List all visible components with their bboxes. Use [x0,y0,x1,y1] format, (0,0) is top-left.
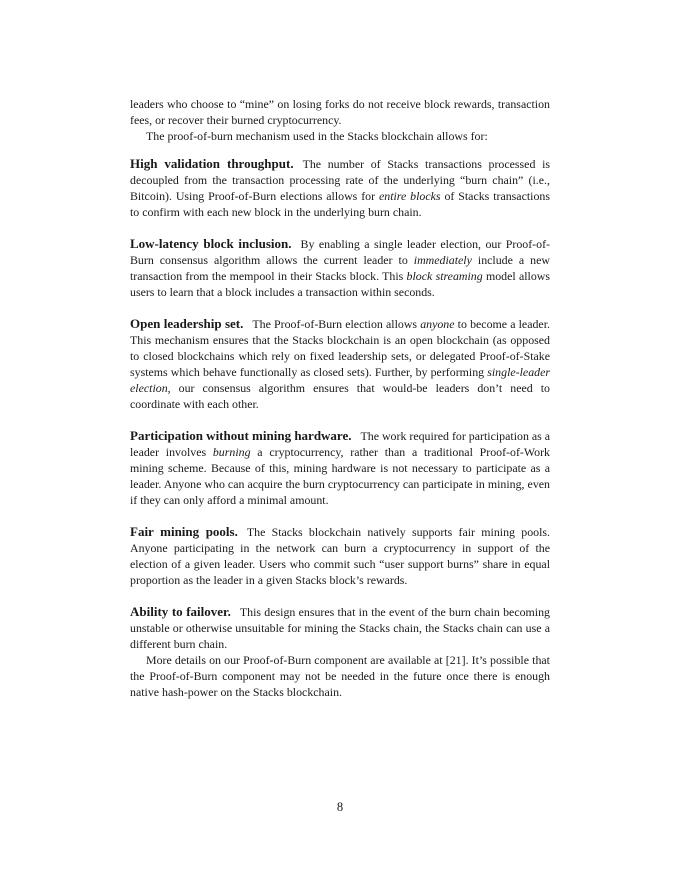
section-ability-to-failover [130,604,550,652]
section-text: The Stacks blockchain natively supports fair mining pools. Anyone participating in the network can burn a cryptocurrency in support of the election of a given leader. Users who commit such “user support burns” share in equal proportion as the leader in a given Stacks block’s rewards. [130,525,550,587]
section-text: include a new transaction from the mempool in their Stacks block. This [130,253,550,283]
section-low-latency-block-inclusion [130,236,550,300]
section-text: The number of Stacks transactions processed is decoupled from the transaction processing rate of the underlying “burn chain” (i.e., Bitcoin). Using Proof-of-Burn elections allows for [130,157,550,203]
section-participation-without-mining-hardware [130,428,550,508]
section-high-validation-throughput [130,156,550,220]
section-fair-mining-pools [130,524,550,588]
page-body [130,96,550,700]
section-heading: Low-latency block inclusion. [130,236,292,251]
section-emphasis: entire blocks [378,189,441,203]
section-heading: Participation without mining hardware. [130,428,352,443]
section-emphasis: immediately [413,253,472,267]
closing-paragraph: More details on our Proof-of-Burn component are available at [21]. It’s possible that the Proof-of-Burn component may not be needed in the future once there is enough native hash-power on the Stacks blockchain. [130,653,550,699]
section-text: The Proof-of-Burn election allows [252,317,421,331]
section-heading: High validation throughput. [130,156,294,171]
section-emphasis: block streaming [406,269,483,283]
section-text: a cryptocurrency, rather than a traditional Proof-of-Work mining scheme. Because of this, mining hardware is not necessary to participate as a leader. Anyone who can acquire the burn cryptocurrency can participate in mining, even if they can only afford a minimal amount. [130,445,550,507]
intro-continuation: leaders who choose to “mine” on losing forks do not receive block rewards, transaction fees, or recover their burned cryptocurrency. [130,97,550,127]
page-number: 8 [336,800,344,814]
section-emphasis: burning [212,445,251,459]
section-text: The work required for participation as a leader involves [130,429,551,459]
section-open-leadership-set [130,316,550,412]
section-text: model allows users to learn that a block includes a transaction within seconds. [130,269,550,299]
section-text: This design ensures that in the event of the burn chain becoming unstable or otherwise unsuitable for mining the Stacks chain, the Stacks chain can use a different burn chain. [130,605,550,651]
section-emphasis: anyone [420,317,455,331]
section-heading: Fair mining pools. [130,524,238,539]
section-text: By enabling a single leader election, our Proof-of-Burn consensus algorithm allows the current leader to [130,237,551,267]
intro-lead: The proof-of-burn mechanism used in the Stacks blockchain allows for: [146,129,488,143]
section-heading: Open leadership set. [130,316,244,331]
section-text: of Stacks transactions to confirm with each new block in the underlying burn chain. [130,189,550,219]
section-text: , our consensus algorithm ensures that would-be leaders don’t need to coordinate with each other. [130,381,550,411]
section-text: to become a leader. This mechanism ensures that the Stacks blockchain is an open blockchain (as opposed to closed blockchains which rely on fixed leadership sets, or delegated Proof-of-Stake systems which behave functionally as closed sets). Further, by performing [130,317,550,379]
section-heading: Ability to failover. [130,604,231,619]
section-emphasis: single-leader election [130,365,550,395]
